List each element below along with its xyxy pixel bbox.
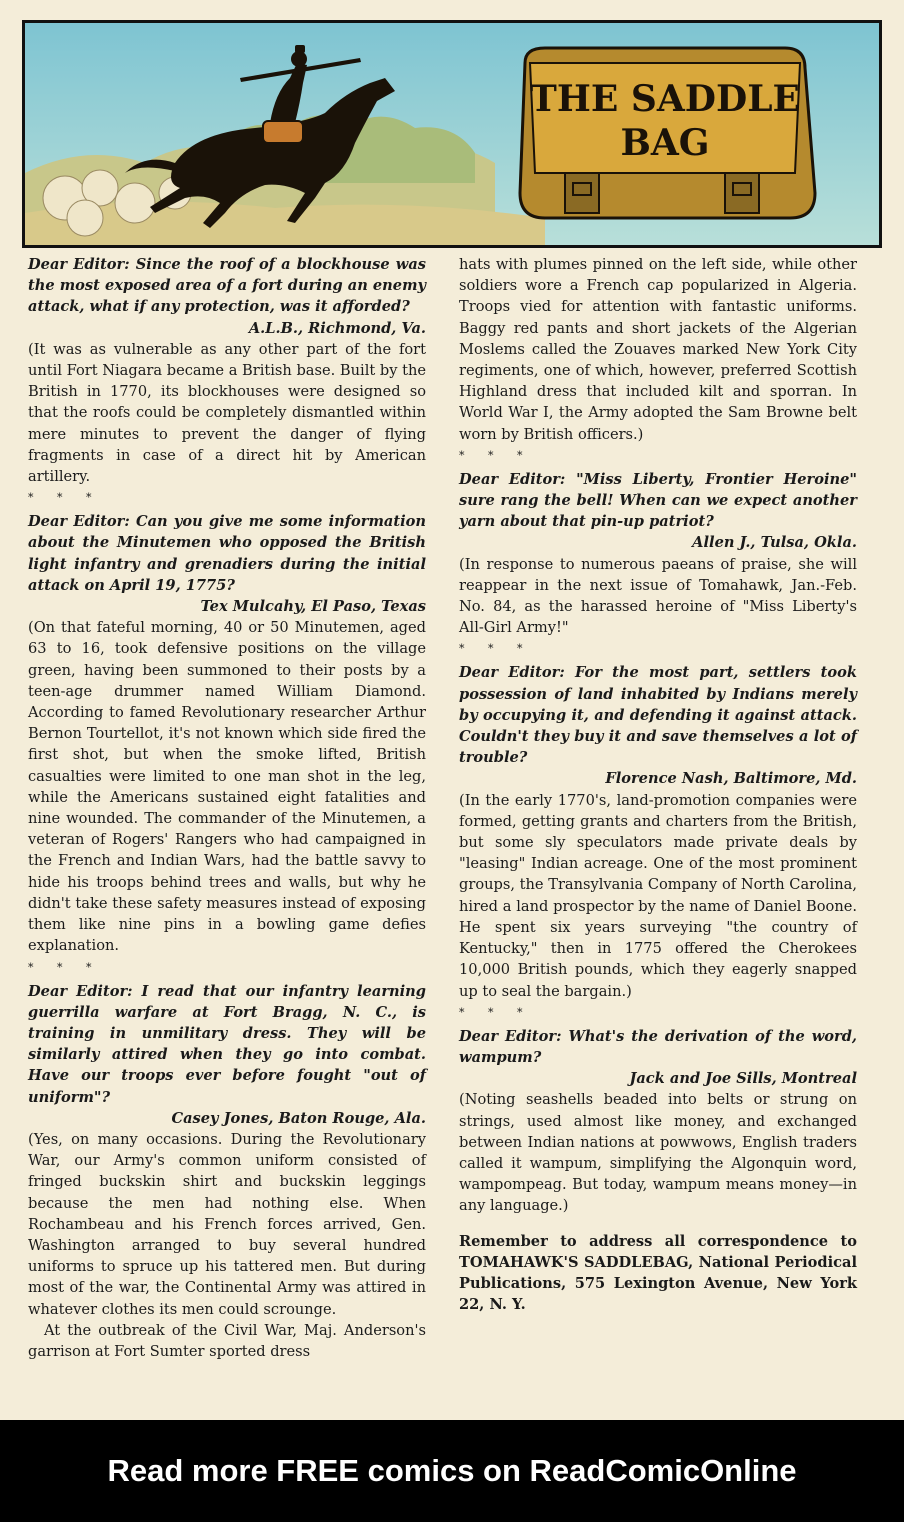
right-column (459, 254, 857, 1330)
section-separator: * * * (28, 491, 102, 505)
section-separator: * * * (28, 960, 102, 974)
banner-title-line1: THE SADDLE (530, 78, 800, 120)
letter-signature: Casey Jones, Baton Rouge, Ala. (171, 1109, 426, 1127)
editor-answer-continued: hats with plumes pinned on the left side, while other soldiers wore a French cap popularized in Algeria. Troops vied for attention with fantastic uniforms. Baggy red pants and short jackets of the Algerian Moslems called the Zouaves marked New York City regiments, one of which, however, preferred Scottish Highland dress that included kilt and sporran. In World War I, the Army adopted the Sam Browne belt worn by British officers.) (459, 256, 857, 443)
left-column (28, 254, 426, 1362)
saddle-bag-graphic (520, 48, 815, 218)
banner-illustration (25, 23, 879, 245)
editor-answer: (In the early 1770's, land-promotion companies were formed, getting grants and charters from the British, but some sly speculators made private deals by "leasing" Indian acreage. One of the most prominent groups, the Transylvania Company of North Carolina, hired a land prospector by the name of Daniel Boone. He spent six years surveying "the country of Kentucky," then in 1775 offered the Cherokees 10,000 British pounds, which they eagerly snapped up to seal the bargain.) (459, 791, 857, 1000)
letter-question: Dear Editor: "Miss Liberty, Frontier Heroine" sure rang the bell! When can we expect another yarn about that pin-up patriot? (459, 470, 857, 531)
banner-title-line2: BAG (620, 122, 710, 164)
letter-question: Dear Editor: What's the derivation of the word, wampum? (459, 1027, 857, 1066)
letter-question: Dear Editor: For the most part, settlers took possession of land inhabited by Indians merely by occupying it, and defending it against attack. Couldn't they buy it and save themselves a lot of trouble? (459, 664, 857, 767)
section-separator: * * * (459, 1005, 533, 1019)
editor-answer: At the outbreak of the Civil War, Maj. Anderson's garrison at Fort Sumter sported dress (28, 1321, 426, 1360)
editor-answer: (Yes, on many occasions. During the Revolutionary War, our Army's common uniform consisted of fringed buckskin shirt and buckskin leggings because the men had nothing else. When Rochambeau and his French forces arrived, Gen. Washington arranged to buy several hundred uniforms to spruce up his tattered men. But during most of the war, the Continental Army was attired in whatever clothes its men could scrounge. (28, 1130, 426, 1318)
editor-answer: (On that fateful morning, 40 or 50 Minutemen, aged 63 to 16, took defensive positions on the village green, having been summoned to their posts by a teen-age drummer named William Diamond. According to famed Revolutionary researcher Arthur Bernon Tourtellot, it's not known which side fired the first shot, but when the smoke lifted, British casualties were limited to one man shot in the leg, while the Americans sustained eight fatalities and nine wounded. The commander of the Minutemen, a veteran of Rogers' Rangers who had campaigned in the French and Indian Wars, had the battle savvy to hide his troops behind trees and walls, but why he didn't take these safety measures instead of exposing them like nine pins in a bowling game defies explanation. (28, 619, 426, 955)
editor-answer: (Noting seashells beaded into belts or strung on strings, used almost like money, and exchanged between Indian nations at powwows, English traders called it wampum, simplifying the Algonquin word, wampompeag. But today, wampum means money—in any language.) (459, 1091, 857, 1215)
correspondence-address: Remember to address all correspondence to TOMAHAWK'S SADDLEBAG, National Periodical Publications, 575 Lexington Avenue, New York 22, N. Y. (459, 1232, 857, 1314)
section-separator: * * * (459, 642, 533, 656)
saddle-bag-banner (22, 20, 882, 248)
letter-question: Dear Editor: Can you give me some information about the Minutemen who opposed the British light infantry and grenadiers during the initial attack on April 19, 1775? (28, 513, 426, 594)
letter-signature: Florence Nash, Baltimore, Md. (605, 770, 857, 788)
letter-signature: Tex Mulcahy, El Paso, Texas (200, 598, 426, 616)
section-separator: * * * (459, 448, 533, 462)
editor-answer: (In response to numerous paeans of praise, she will reappear in the next issue of Tomahawk, Jan.-Feb. No. 84, as the harassed heroine of "Miss Liberty's All-Girl Army!" (459, 555, 857, 637)
letter-question: Dear Editor: Since the roof of a blockhouse was the most exposed area of a fort during an enemy attack, what if any protection, was it afforded? (28, 256, 426, 316)
letter-signature: Jack and Joe Sills, Montreal (629, 1070, 857, 1088)
letter-signature: A.L.B., Richmond, Va. (248, 319, 426, 337)
promo-footer[interactable]: Read more FREE comics on ReadComicOnline (0, 1420, 904, 1522)
letter-question: Dear Editor: I read that our infantry learning guerrilla warfare at Fort Bragg, N. C., is training in unmilitary dress. They will be similarly attired when they go into combat. Have our troops ever before fought "out of uniform"? (28, 982, 426, 1106)
letter-signature: Allen J., Tulsa, Okla. (692, 534, 857, 552)
editor-answer: (It was as vulnerable as any other part of the fort until Fort Niagara became a British base. Built by the British in 1770, its blockhouses were designed so that the roofs could be completely dismantled within mere minutes to prevent the danger of flying fragments in case of a direct hit by American artillery. (28, 340, 426, 486)
